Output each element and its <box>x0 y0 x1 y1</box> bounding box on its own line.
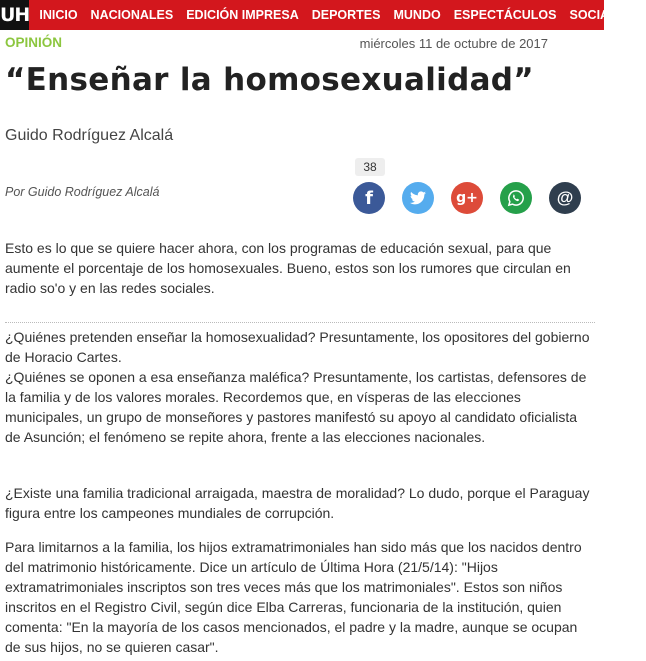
whatsapp-share-button[interactable] <box>500 182 532 214</box>
whatsapp-icon <box>507 189 525 207</box>
article-subheader <box>0 30 604 56</box>
facebook-icon: f <box>365 187 373 209</box>
article-paragraph: ¿Quiénes pretenden enseñar la homosexualidad? Presuntamente, los opositores del gobierno de Horacio Cartes. <box>5 329 590 365</box>
nav-item-sociales[interactable]: SOCIALES <box>569 8 634 22</box>
nav-item-inicio[interactable]: INICIO <box>39 8 78 22</box>
publish-date: miércoles 11 de octubre de 2017 <box>359 36 548 51</box>
article-byline: Por Guido Rodríguez Alcalá <box>5 185 160 199</box>
article-title: “Enseñar la homosexualidad” <box>5 62 534 98</box>
nav-item-mundo[interactable]: MUNDO <box>393 8 441 22</box>
article-lead: Esto es lo que se quiere hacer ahora, con los programas de educación sexual, para que aumente el porcentaje de los homosexuales. Bueno, estos son los rumores que circulan en radio so'o y en las redes sociales. <box>5 240 571 296</box>
article-paragraph: ¿Existe una familia tradicional arraigada, maestra de moralidad? Lo dudo, porque el Paraguay figura entre los campeones mundiales de corrupción. <box>5 485 590 521</box>
share-count-badge: 38 <box>355 158 385 176</box>
twitter-share-button[interactable] <box>402 182 434 214</box>
nav-item-edicion-impresa[interactable]: EDICIÓN IMPRESA <box>186 8 299 22</box>
nav-item-nacionales[interactable]: NACIONALES <box>90 8 174 22</box>
twitter-icon <box>410 191 426 205</box>
site-logo[interactable]: UH <box>0 0 29 30</box>
email-icon: @ <box>556 188 574 207</box>
article-paragraph: ¿Quiénes se oponen a esa enseñanza maléfica? Presuntamente, los cartistas, defensores de la familia y de los valores morales. Recordemos que, en vísperas de las elecciones municipales, un grupo de monseñores y pastores manifestó su apoyo al candidato oficialista de Asunción; el fenómeno se repite ahora, frente a las elecciones nacionales. <box>5 369 587 445</box>
article-paragraph: Para limitarnos a la familia, los hijos extramatrimoniales han sido más que los nacidos dentro del matrimonio históricamente. Dice un artículo de Última Hora (21/5/14): "Hijos extramatrimoniales inscriptos son tres veces más que los matrimoniales". Estos son niños inscritos en el Registro Civil, según dice Elba Carreras, funcionaria de la institución, quien comenta: "En la mayoría de los casos mencionados, el padre y la madre, aunque se ocupan de sus hijos, no se quieren casar". <box>5 539 582 655</box>
article-author: Guido Rodríguez Alcalá <box>5 127 174 144</box>
nav-item-deportes[interactable]: DEPORTES <box>311 8 381 22</box>
email-share-button[interactable] <box>549 182 581 214</box>
facebook-share-button[interactable] <box>353 182 385 214</box>
nav-item-espectaculos[interactable]: ESPECTÁCULOS <box>453 8 557 22</box>
google-plus-share-button[interactable] <box>451 182 483 214</box>
dotted-divider <box>5 322 595 323</box>
top-navigation-bar <box>0 0 634 30</box>
section-label[interactable]: OPINIÓN <box>5 35 63 50</box>
google-plus-icon: g+ <box>456 190 478 206</box>
main-nav <box>39 0 646 30</box>
